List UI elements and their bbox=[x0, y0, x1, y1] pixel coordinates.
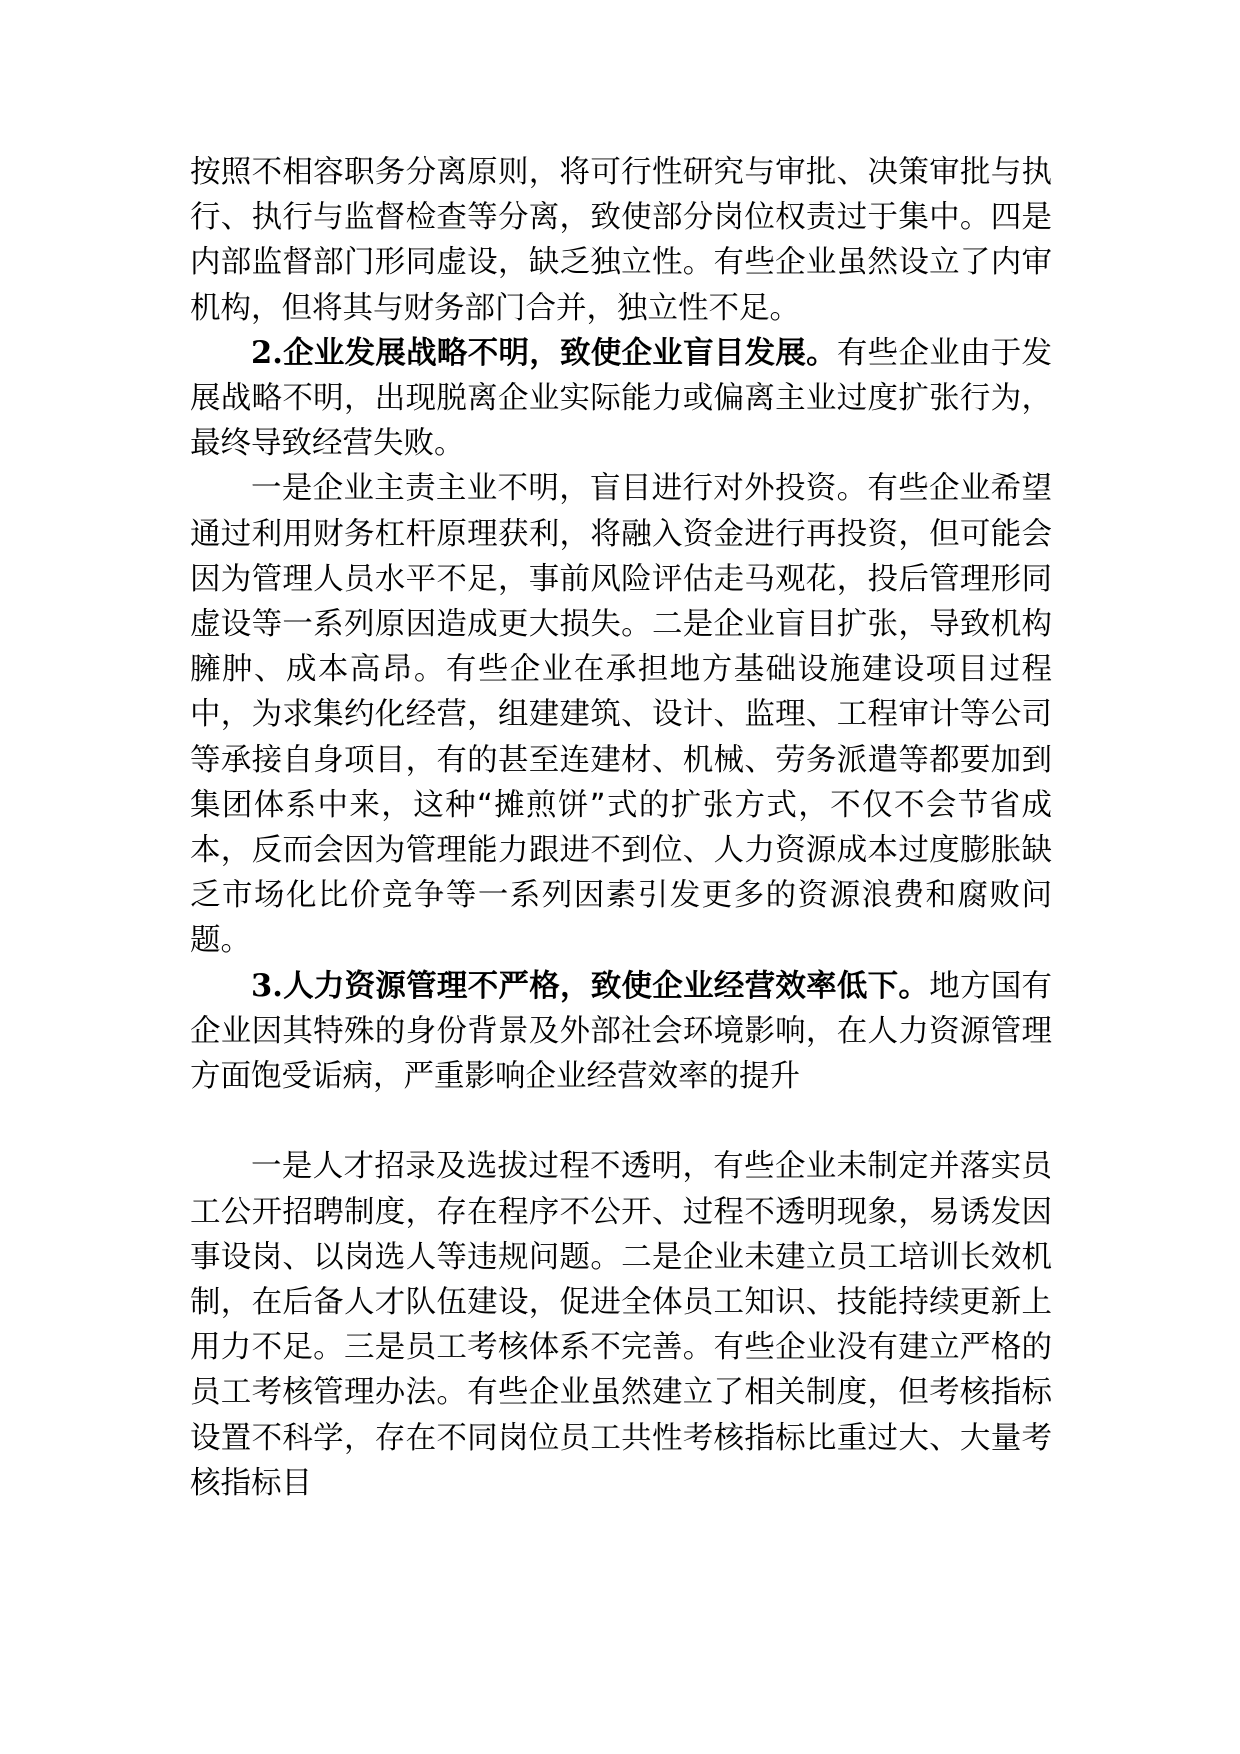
paragraph-continuation bbox=[190, 150, 1052, 331]
paragraph-recruitment bbox=[190, 1144, 1052, 1506]
paragraph-hr bbox=[190, 964, 1052, 1100]
blank-line bbox=[190, 1099, 1052, 1144]
section-heading-3: 3.人力资源管理不严格，致使企业经营效率低下。 bbox=[251, 967, 930, 1004]
paragraph-expansion bbox=[190, 466, 1052, 963]
paragraph-text: 一是人才招录及选拔过程不透明，有些企业未制定并落实员工公开招聘制度，存在程序不公开、过程不透明现象，易诱发因事设岗、以岗选人等违规问题。二是企业未建立员工培训长效机制，在后备人才队伍建设，促进全体员工知识、技能持续更新上用力不足。三是员工考核体系不完善。有些企业没有建立严格的员工考核管理办法。有些企业虽然建立了相关制度，但考核指标设置不科学，存在不同岗位员工共性考核指标比重过大、大量考核指标目 bbox=[190, 1149, 1052, 1501]
paragraph-text: 有些企业由于发展战略不明，出现脱离企业实际能力或偏离主业过度扩张行为，最终导致经营失败。 bbox=[190, 335, 1053, 462]
section-heading-2: 2.企业发展战略不明，致使企业盲目发展。 bbox=[251, 334, 837, 371]
paragraph-text: 地方国有企业因其特殊的身份背景及外部社会环境影响，在人力资源管理方面饱受诟病，严重影响企业经营效率的提升 bbox=[190, 968, 1053, 1095]
document-page bbox=[190, 150, 1052, 1506]
paragraph-strategy bbox=[190, 331, 1052, 467]
paragraph-text: 一是企业主责主业不明，盲目进行对外投资。有些企业希望通过利用财务杠杆原理获利，将融入资金进行再投资，但可能会因为管理人员水平不足，事前风险评估走马观花，投后管理形同虚设等一系列原因造成更大损失。二是企业盲目扩张，导致机构臃肿、成本高昂。有些企业在承担地方基础设施建设项目过程中，为求集约化经营，组建建筑、设计、监理、工程审计等公司等承接自身项目，有的甚至连建材、机械、劳务派遣等都要加到集团体系中来，这种“摊煎饼”式的扩张方式，不仅不会节省成本，反而会因为管理能力跟进不到位、人力资源成本过度膨胀缺乏市场化比价竞争等一系列因素引发更多的资源浪费和腐败问题。 bbox=[190, 471, 1052, 959]
paragraph-text: 按照不相容职务分离原则，将可行性研究与审批、决策审批与执行、执行与监督检查等分离，致使部分岗位权责过于集中。四是内部监督部门形同虚设，缺乏独立性。有些企业虽然设立了内审机构，但将其与财务部门合并，独立性不足。 bbox=[190, 155, 1052, 326]
